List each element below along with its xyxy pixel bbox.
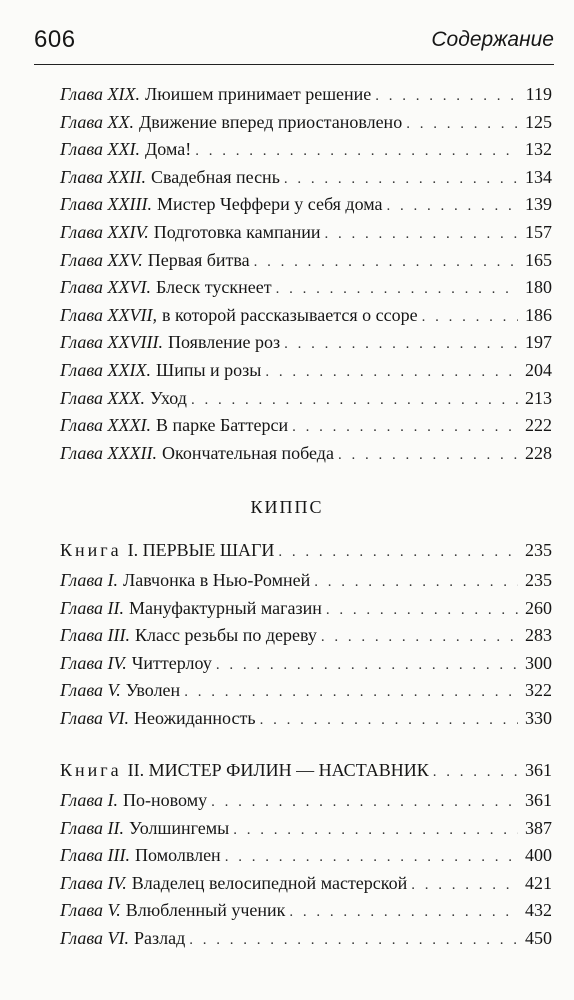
chapter-page-number: 450 <box>525 927 552 948</box>
toc-book2 <box>60 760 552 956</box>
toc-entry <box>60 139 552 167</box>
chapter-page-number: 222 <box>525 415 552 436</box>
chapter-page-number: 213 <box>525 387 552 408</box>
chapter-label: Глава XXXI. <box>60 415 152 436</box>
chapter-title: Свадебная песнь <box>151 166 280 187</box>
dot-leader <box>216 657 518 674</box>
chapter-label: Глава II. <box>60 817 125 838</box>
chapter-page-number: 421 <box>525 872 552 893</box>
book2-entries <box>60 790 552 956</box>
chapter-label: Глава IV. <box>60 652 127 673</box>
dot-leader <box>284 171 518 188</box>
chapter-label: Глава III. <box>60 845 131 866</box>
chapter-label: Глава VI. <box>60 927 130 948</box>
chapter-page-number: 139 <box>525 194 552 215</box>
chapter-label: Глава V. <box>60 680 121 701</box>
chapter-page-number: 157 <box>525 221 552 242</box>
toc-entry <box>60 680 552 708</box>
toc-book1 <box>60 540 552 736</box>
chapter-label: Глава XXI. <box>60 139 141 160</box>
toc-entry <box>60 84 552 112</box>
toc-entry <box>60 845 552 873</box>
dot-leader <box>211 794 518 811</box>
toc-entry <box>60 112 552 140</box>
running-title: Содержание <box>431 28 554 51</box>
dot-leader <box>406 116 518 133</box>
book1-entries <box>60 570 552 736</box>
toc-entry <box>60 708 552 736</box>
dot-leader <box>191 392 518 409</box>
chapter-title: Подготовка кампании <box>153 221 321 242</box>
section-title: КИППС <box>250 497 324 517</box>
chapter-title: Окончательная победа <box>162 442 334 463</box>
dot-leader <box>433 764 518 781</box>
toc-entry <box>60 653 552 681</box>
chapter-title: Люишем принимает решение <box>145 84 372 104</box>
chapter-page-number: 300 <box>525 652 552 673</box>
dot-leader <box>321 629 518 646</box>
chapter-title: Уход <box>150 387 187 408</box>
chapter-page-number: 180 <box>525 277 552 298</box>
book-title: I. ПЕРВЫЕ ШАГИ <box>127 540 275 560</box>
chapter-label: Глава XX. <box>60 111 135 132</box>
toc-entry <box>60 790 552 818</box>
chapter-title: Появление роз <box>168 332 281 353</box>
chapter-title: Мануфактурный магазин <box>129 597 322 618</box>
chapter-title: Уволен <box>125 680 181 701</box>
chapter-title: Класс резьбы по дереву <box>135 625 317 646</box>
chapter-label: Глава XXII. <box>60 166 147 187</box>
chapter-title: Первая битва <box>147 249 250 270</box>
dot-leader <box>225 849 518 866</box>
toc-entry <box>60 332 552 360</box>
dot-leader <box>375 88 518 105</box>
dot-leader <box>338 447 518 464</box>
toc-entry <box>60 167 552 195</box>
book-page-number: 361 <box>525 760 552 780</box>
toc-entry <box>60 900 552 928</box>
chapter-label: Глава XXVI. <box>60 277 152 298</box>
dot-leader <box>325 226 518 243</box>
chapter-label: Глава XIX. <box>60 84 141 104</box>
toc-entry <box>60 277 552 305</box>
toc-entry <box>60 360 552 388</box>
chapter-page-number: 400 <box>525 845 552 866</box>
toc-entry <box>60 388 552 416</box>
page-number: 606 <box>34 26 76 53</box>
chapter-label: Глава V. <box>60 900 121 921</box>
chapter-label: Глава XXX. <box>60 387 146 408</box>
chapter-label: Глава I. <box>60 790 119 810</box>
book-heading <box>60 540 552 570</box>
dot-leader <box>265 364 518 381</box>
chapter-title: Уолшингемы <box>129 817 230 838</box>
chapter-page-number: 134 <box>525 166 552 187</box>
dot-leader <box>189 932 518 949</box>
chapter-label: Глава IV. <box>60 872 127 893</box>
chapter-label: Глава XXIV. <box>60 221 149 242</box>
dot-leader <box>387 198 518 215</box>
chapter-title: Дома! <box>145 139 192 160</box>
dot-leader <box>292 419 518 436</box>
dot-leader <box>411 877 518 894</box>
chapter-label: Глава VI. <box>60 707 130 728</box>
dot-leader <box>260 712 518 729</box>
chapter-page-number: 260 <box>525 597 552 618</box>
chapter-page-number: 228 <box>525 442 552 463</box>
toc-entry <box>60 250 552 278</box>
chapter-label: Глава XXV. <box>60 249 143 270</box>
chapter-title: Читтерлоу <box>131 652 212 673</box>
toc-entry <box>60 222 552 250</box>
dot-leader <box>326 602 518 619</box>
toc-entry <box>60 598 552 626</box>
chapter-title: Влюбленный ученик <box>125 900 286 921</box>
dot-leader <box>195 143 518 160</box>
book-page-number: 235 <box>525 540 552 560</box>
toc-entry <box>60 194 552 222</box>
toc-entry <box>60 443 552 471</box>
dot-leader <box>233 822 518 839</box>
chapter-page-number: 165 <box>525 249 552 270</box>
chapter-title: Владелец велосипедной мастерской <box>131 872 408 893</box>
chapter-label: Глава III. <box>60 625 131 646</box>
chapter-page-number: 125 <box>525 111 552 132</box>
dot-leader <box>284 336 518 353</box>
chapter-title: Блеск тускнеет <box>156 277 272 298</box>
chapter-label: Глава XXIX. <box>60 359 152 380</box>
toc-entry <box>60 305 552 333</box>
toc-entry <box>60 415 552 443</box>
chapter-title: Шипы и розы <box>156 359 262 380</box>
chapter-label: Глава XXXII. <box>60 442 158 463</box>
toc-entry <box>60 873 552 901</box>
chapter-label: Глава I. <box>60 570 119 590</box>
book-word: Книга <box>60 760 122 780</box>
chapter-title: В парке Баттерси <box>156 415 289 436</box>
dot-leader <box>276 281 518 298</box>
chapter-page-number: 387 <box>525 817 552 838</box>
chapter-title: Неожиданность <box>134 707 256 728</box>
chapter-title: Мистер Чеффери у себя дома <box>157 194 383 215</box>
chapter-page-number: 322 <box>525 680 552 701</box>
chapter-title: Разлад <box>134 927 186 948</box>
chapter-title: Лавчонка в Нью-Ромней <box>123 570 311 590</box>
chapter-page-number: 432 <box>525 900 552 921</box>
chapter-page-number: 132 <box>525 139 552 160</box>
chapter-label: Глава XXVIII. <box>60 332 164 353</box>
page-header <box>34 24 554 65</box>
chapter-title: в которой рассказывается о ссоре <box>162 304 418 325</box>
chapter-title: Движение вперед приостановлено <box>139 111 403 132</box>
chapter-label: Глава XXIII. <box>60 194 153 215</box>
toc-entry <box>60 818 552 846</box>
book-word: Книга <box>60 540 122 560</box>
book-title: II. МИСТЕР ФИЛИН — НАСТАВНИК <box>127 760 429 780</box>
chapter-page-number: 204 <box>525 359 552 380</box>
dot-leader <box>289 904 518 921</box>
chapter-page-number: 119 <box>525 84 552 104</box>
chapter-page-number: 361 <box>525 790 552 810</box>
chapter-label: Глава XXVII, <box>60 304 158 325</box>
chapter-title: Помолвлен <box>135 845 221 866</box>
chapter-page-number: 197 <box>525 332 552 353</box>
chapter-page-number: 330 <box>525 707 552 728</box>
dot-leader <box>254 254 518 271</box>
dot-leader <box>314 574 518 591</box>
chapter-page-number: 186 <box>525 304 552 325</box>
dot-leader <box>184 684 518 701</box>
book-heading <box>60 760 552 790</box>
toc-entry <box>60 625 552 653</box>
chapter-page-number: 283 <box>525 625 552 646</box>
chapter-title: По-новому <box>123 790 208 810</box>
toc-entry <box>60 928 552 956</box>
chapter-label: Глава II. <box>60 597 125 618</box>
dot-leader <box>422 309 518 326</box>
dot-leader <box>278 544 518 561</box>
chapter-page-number: 235 <box>525 570 552 590</box>
toc-entry <box>60 570 552 598</box>
toc-part1 <box>60 84 552 470</box>
